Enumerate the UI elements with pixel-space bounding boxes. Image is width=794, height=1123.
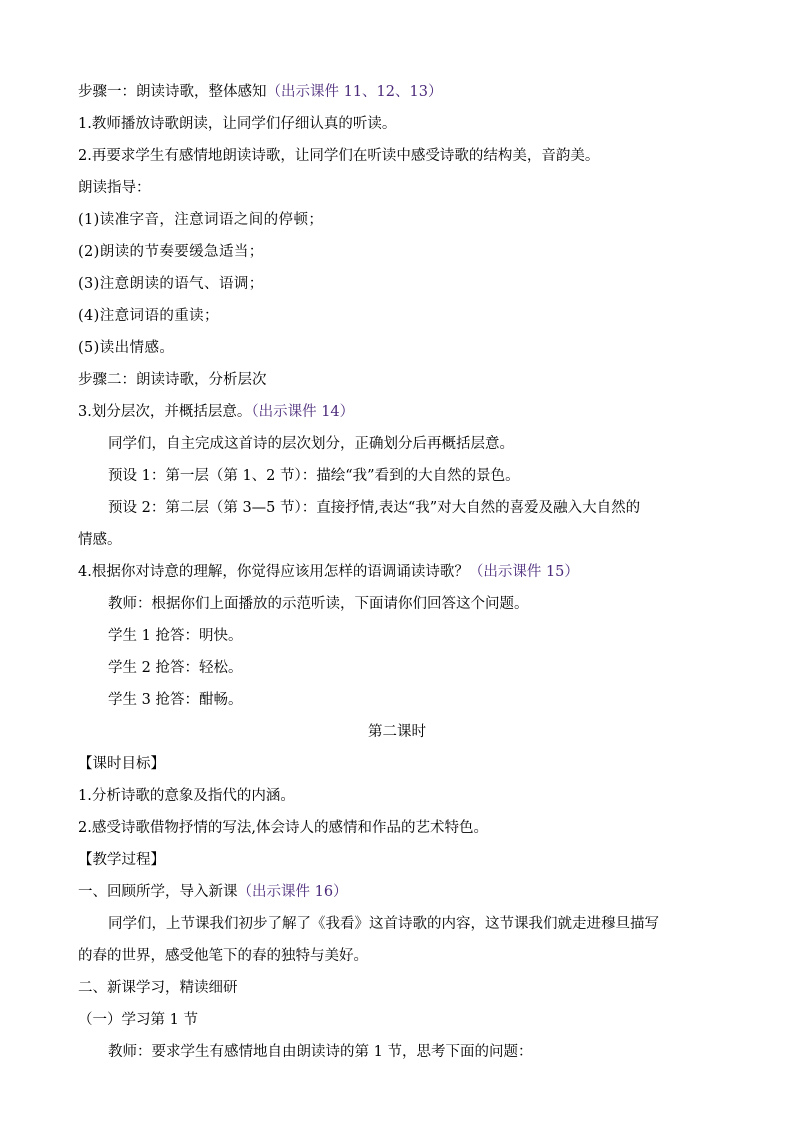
paragraph: 预设 1：第一层（第 1、2 节）：描绘“我”看到的大自然的景色。 [108, 468, 520, 484]
step1-heading [0, 82, 794, 102]
list-item: (2)朗读的节奏要缓急适当； [78, 244, 264, 260]
section-heading: 【课时目标】 [78, 756, 165, 772]
paragraph: 学生 1 抢答：明快。 [108, 628, 243, 644]
courseware-note: （出示课件 16） [237, 884, 348, 900]
courseware-note: （出示课件 14） [251, 404, 355, 420]
step2-heading: 步骤二：朗读诗歌，分析层次 [78, 372, 267, 388]
paragraph: 2.再要求学生有感情地朗读诗歌，让同学们在听读中感受诗歌的结构美，音韵美。 [78, 148, 600, 164]
paragraph: 学生 2 抢答：轻松。 [108, 660, 243, 676]
paragraph: 4.根据你对诗意的理解，你觉得应该用怎样的语调诵读诗歌？（出示课件 15） [78, 564, 579, 580]
paragraph: 1.分析诗歌的意象及指代的内涵。 [78, 788, 295, 804]
paragraph: 教师：根据你们上面播放的示范听读，下面请你们回答这个问题。 [108, 596, 529, 612]
paragraph: 2.感受诗歌借物抒情的写法,体会诗人的感情和作品的艺术特色。 [78, 820, 488, 836]
paragraph: 一、回顾所学，导入新课（出示课件 16） [78, 884, 348, 900]
courseware-note: （出示课件 15） [468, 564, 579, 580]
courseware-note: （出示课件 11、12、13） [266, 84, 443, 100]
paragraph: 1.教师播放诗歌朗读，让同学们仔细认真的听读。 [78, 116, 397, 132]
list-item: (4)注意词语的重读； [78, 308, 219, 324]
list-item: (3)注意朗读的语气、语调； [78, 276, 264, 292]
section-label: 朗读指导： [78, 180, 151, 196]
paragraph: 3.划分层次，并概括层意。（出示课件 14） [78, 404, 355, 420]
paragraph: 同学们，上节课我们初步了解了《我看》这首诗歌的内容，这节课我们就走进穆旦描写 [108, 916, 659, 932]
paragraph: 的春的世界，感受他笔下的春的独特与美好。 [78, 948, 368, 964]
paragraph: 情感。 [78, 532, 122, 548]
list-item: (1)读准字音，注意词语之间的停顿； [78, 212, 324, 228]
paragraph: 二、新课学习，精读细研 [78, 980, 238, 996]
paragraph: （一）学习第 1 节 [78, 1012, 198, 1028]
section-heading: 【教学过程】 [78, 852, 165, 868]
paragraph: 学生 3 抢答：酣畅。 [108, 692, 243, 708]
lesson-title: 第二课时 [368, 724, 426, 740]
paragraph: 同学们，自主完成这首诗的层次划分，正确划分后再概括层意。 [108, 436, 514, 452]
paragraph: 教师：要求学生有感情地自由朗读诗的第 1 节，思考下面的问题： [108, 1044, 533, 1060]
list-item: (5)读出情感。 [78, 340, 175, 356]
paragraph: 预设 2：第二层（第 3—5 节）：直接抒情,表达“我”对大自然的喜爱及融入大自然的 [108, 500, 641, 516]
step1-text: 步骤一：朗读诗歌，整体感知 [78, 84, 267, 100]
